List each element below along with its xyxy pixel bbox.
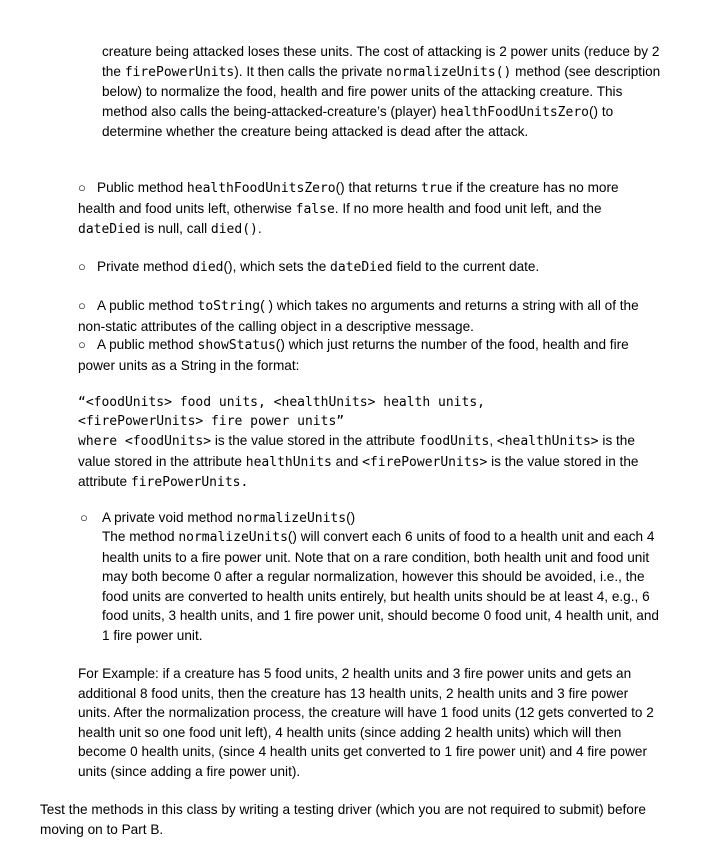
format-line-2: <firePowerUnits> fire power units” <box>78 414 345 429</box>
bullet-code: normalizeUnits <box>178 530 288 545</box>
bullet-code: died() <box>210 222 258 238</box>
format-code: firePowerUnits. <box>130 475 249 491</box>
format-text: and <box>331 453 363 469</box>
bullet-text: () will convert each 6 units of food to a health unit and each 4 health units to a fire power unit. Note that on a rare condition, both health unit and food unit may both become 0 after a regular normalization, however this should be avoided, i.e., the food units are converted to health units entirely, but health units should be at least 4, e.g., 6 food units, 3 health units, and 1 fire power unit, should become 0 food unit, 4 health unit, and 1 fire power unit. <box>102 529 659 643</box>
format-code: <foodUnits> <box>124 434 212 449</box>
intro-text: creature being attacked loses these units. The cost of attacking is 2 power units (reduce by 2 the <box>102 44 660 79</box>
intro-paragraph <box>102 42 664 142</box>
example-paragraph: For Example: if a creature has 5 food units, 2 health units and 3 fire power units and gets an additional 8 food units, then the creature has 13 health units, 2 health units and 3 fire power units. After the normalization process, the creature will have 1 food units (12 gets converted to 2 health unit so one food unit left), 4 health units (since adding 2 health units) which will then become 0 health units, (since 4 health units get converted to 1 fire power unit) and 4 fire power units (since adding a fire power unit). <box>78 666 654 779</box>
bullet-normalize-body <box>102 527 667 646</box>
bullet-text: ( ) which takes no arguments and returns a string with all of the non-static attributes of the calling object in a descriptive message. <box>78 298 639 334</box>
format-text: is the value stored in the attribute <box>211 433 419 448</box>
bullet-icon: ○ <box>78 259 86 274</box>
bullet-text: A public method <box>97 337 198 352</box>
bullet-text: . <box>257 221 262 237</box>
format-code: foodUnits <box>418 434 490 449</box>
intro-text: method (see description below) to normalize the food, health and fire power units of the attacking creature. This method also calls the being-attacked-creature’s (player) <box>102 63 661 119</box>
bullet-text: Private method <box>97 259 193 274</box>
bullet-text: A public method <box>97 298 198 313</box>
bullet-text: () <box>346 510 356 525</box>
bullet-code: showStatus <box>197 338 276 353</box>
bullet-code: dateDied <box>78 222 141 238</box>
intro-code: normalizeUnits() <box>386 64 512 80</box>
bullet-text: () that returns <box>335 180 422 195</box>
bullet-text: (), which sets the <box>223 259 331 274</box>
bullet-code: healthFoodUnitsZero <box>186 181 336 196</box>
format-explanation <box>78 431 668 493</box>
bullet-text: Public method <box>97 180 187 195</box>
bullet-health-food-zero <box>78 178 646 240</box>
intro-code: firePowerUnits <box>124 64 235 80</box>
bullet-text: field to the current date. <box>392 259 540 274</box>
format-text: , <box>489 433 497 448</box>
bullet-text: . If no more health and food unit left, and the <box>334 200 602 216</box>
bullet-showstatus <box>78 335 668 375</box>
bullet-text: if the creature has no more health and food units left, otherwise <box>78 180 619 216</box>
bullet-text: () which just returns the number of the food, health and fire power units as a String in the format: <box>78 337 629 373</box>
bullet-text: A private void method <box>102 510 237 525</box>
test-note: Test the methods in this class by writing a testing driver (which you are not required to submit) before moving on to Part B. <box>40 802 646 837</box>
bullet-code: false <box>295 201 335 217</box>
bullet-icon: ○ <box>80 510 88 525</box>
intro-code: healthFoodUnitsZero <box>440 104 589 120</box>
bullet-text: The method <box>102 529 179 544</box>
format-code: healthUnits <box>245 454 332 470</box>
bullet-code: true <box>421 181 453 196</box>
bullet-icon: ○ <box>78 298 86 313</box>
bullet-code: normalizeUnits <box>236 511 347 526</box>
bullet-code: toString <box>197 299 261 314</box>
intro-text: ). It then calls the private <box>234 63 387 79</box>
bullet-tostring <box>78 296 652 336</box>
format-line-1: “<foodUnits> food units, <healthUnits> health units, <box>78 395 485 410</box>
bullet-text: is null, call <box>140 221 211 237</box>
format-text: is the value stored in the attribute <box>78 433 635 469</box>
format-code: where <box>78 434 125 449</box>
bullet-code: died <box>192 260 224 275</box>
format-code: <healthUnits> <box>496 434 599 449</box>
intro-text: () to determine whether the creature being attacked is dead after the attack. <box>102 103 614 140</box>
bullet-normalize-head <box>102 508 355 529</box>
bullet-died <box>78 257 646 278</box>
bullet-icon: ○ <box>78 337 86 352</box>
format-code: <firePowerUnits> <box>362 454 488 470</box>
bullet-code: dateDied <box>330 260 393 275</box>
format-text: is the value stored in the attribute <box>78 453 639 490</box>
bullet-icon: ○ <box>78 180 86 195</box>
